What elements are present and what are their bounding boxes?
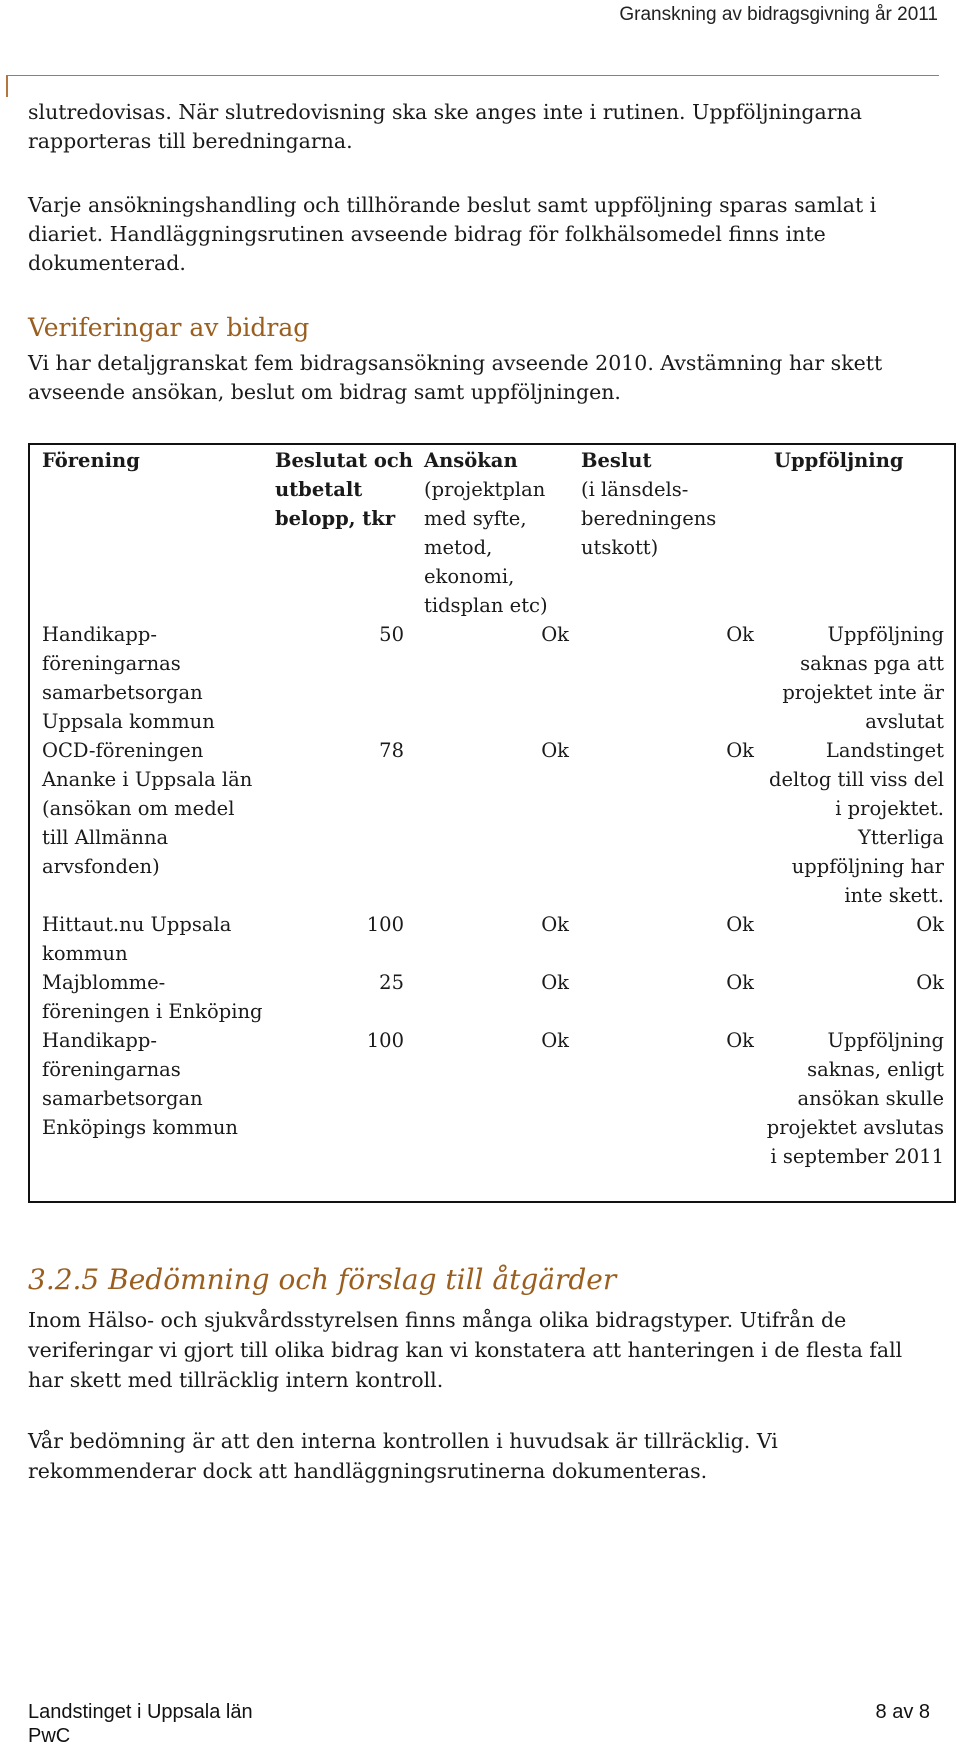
cell-beslut: Ok: [726, 971, 754, 994]
table-header-row: [30, 445, 954, 620]
cell-uppfoljning: Ok: [916, 971, 944, 994]
cell-uppfoljning: Uppföljning saknas, enligt ansökan skulle projektet avslutas i september 2011: [766, 1029, 944, 1168]
cell-ansokan: Ok: [541, 913, 569, 936]
header-ansokan-title: Ansökan: [424, 449, 518, 472]
cell-ansokan: Ok: [541, 623, 569, 646]
header-uppfoljning: Uppföljning: [774, 449, 904, 472]
footer-page-number: 8 av 8: [875, 1701, 930, 1723]
cell-uppfoljning: Uppföljning saknas pga att projektet inte är avslutat: [782, 623, 944, 733]
footer-organization: Landstinget i Uppsala län: [28, 1701, 253, 1723]
heading-verifieringar: Veriferingar av bidrag: [28, 313, 310, 342]
footer-author: PwC: [28, 1725, 71, 1747]
footer-left: [28, 1700, 253, 1748]
running-header-title: Granskning av bidragsgivning år 2011: [619, 4, 938, 25]
cell-ansokan: Ok: [541, 1029, 569, 1052]
cell-forening: Majblomme-föreningen i Enköping: [42, 971, 263, 1023]
header-ansokan-subtitle: (projektplan med syfte, metod, ekonomi, tidsplan etc): [424, 478, 548, 617]
cell-beslut: Ok: [726, 1029, 754, 1052]
paragraph-detaljgranskning: Vi har detaljgranskat fem bidragsansökning avseende 2010. Avstämning har skett avseende ansökan, beslut om bidrag samt uppföljningen.: [28, 351, 883, 404]
cell-uppfoljning: Ok: [916, 913, 944, 936]
cell-belopp: 25: [379, 971, 404, 994]
cell-ansokan: Ok: [541, 739, 569, 762]
cell-forening: Handikapp-föreningarnas samarbetsorgan Uppsala kommun: [42, 623, 215, 733]
cell-beslut: Ok: [726, 739, 754, 762]
cell-belopp: 78: [379, 739, 404, 762]
cell-forening: Hittaut.nu Uppsala kommun: [42, 913, 232, 965]
heading-bedomning: 3.2.5 Bedömning och förslag till åtgärder: [28, 1263, 617, 1296]
bidrag-table: [28, 443, 956, 1203]
header-belopp: Beslutat och utbetalt belopp, tkr: [275, 449, 413, 530]
header-rule-corner: [6, 75, 8, 97]
header-beslut: [579, 445, 764, 620]
header-beslut-title: Beslut: [581, 449, 652, 472]
cell-belopp: 100: [366, 1029, 404, 1052]
cell-beslut: Ok: [726, 913, 754, 936]
table-row: [30, 736, 954, 910]
header-beslut-subtitle: (i länsdels-beredningens utskott): [581, 478, 717, 559]
paragraph-slutredovisning: slutredovisas. När slutredovisning ska ske anges inte i rutinen. Uppföljningarna rapporteras till beredningarna.: [28, 100, 862, 153]
cell-ansokan: Ok: [541, 971, 569, 994]
table-row: [30, 910, 954, 968]
table-row: [30, 1026, 954, 1171]
cell-belopp: 100: [366, 913, 404, 936]
header-ansokan: [414, 445, 579, 620]
cell-forening: Handikapp-föreningarnas samarbetsorgan Enköpings kommun: [42, 1029, 238, 1139]
cell-forening: OCD-föreningen Ananke i Uppsala län (ansökan om medel till Allmänna arvsfonden): [42, 739, 253, 878]
paragraph-rekommendation: Vår bedömning är att den interna kontrollen i huvudsak är tillräcklig. Vi rekommenderar dock att handläggningsrutinerna dokumenteras.: [28, 1429, 778, 1483]
header-rule: [6, 75, 939, 76]
header-forening: Förening: [42, 449, 140, 472]
paragraph-diariet: Varje ansökningshandling och tillhörande beslut samt uppföljning sparas samlat i diariet. Handläggningsrutinen avseende bidrag för folkhälsomedel finns inte dokumenterad.: [28, 193, 877, 275]
paragraph-bidragstyper: Inom Hälso- och sjukvårdsstyrelsen finns många olika bidragstyper. Utifrån de veriferingar vi gjort till olika bidrag kan vi konstatera att hanteringen i de flesta fall har skett med tillräcklig intern kontroll.: [28, 1308, 903, 1392]
cell-belopp: 50: [379, 623, 404, 646]
cell-uppfoljning: Landstinget deltog till viss del i projektet. Ytterliga uppföljning har inte skett.: [769, 739, 944, 907]
table-row: [30, 620, 954, 736]
table-row: [30, 968, 954, 1026]
cell-beslut: Ok: [726, 623, 754, 646]
